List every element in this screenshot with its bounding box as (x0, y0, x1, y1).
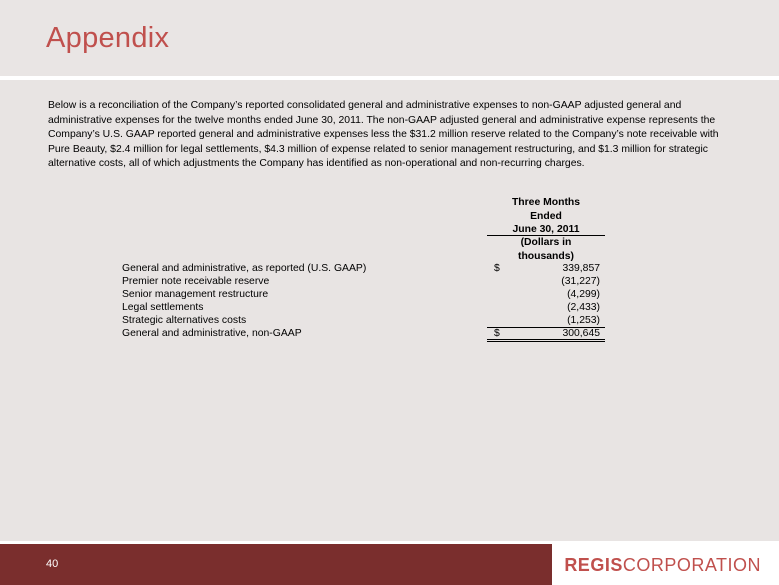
logo-word-regis: REGIS (564, 555, 623, 575)
row-amount: (2,433) (567, 302, 600, 313)
row-amount: 300,645 (562, 328, 600, 339)
row-label: General and administrative, as reported (U.S. GAAP) (122, 263, 367, 274)
intro-paragraph: Below is a reconciliation of the Company’s reported consolidated general and administrative expenses to non-GAAP adjusted general and administrative expenses for the twelve months ended June 30, 2011. The non-GAAP adjusted general and administrative expense represents the Company’s U.S. GAAP reported general and administrative expenses less the $31.2 million reserve related to the Company’s note receivable with Pure Beauty, $2.4 million for legal settlements, $4.3 million of expense related to senior management restructuring, and $1.3 million for strategic alternative costs, all of which adjustments the Company has identified as non-operational and non-recurring charges. (48, 100, 719, 169)
row-label: Legal settlements (122, 302, 204, 313)
column-units-line2: thousands) (518, 250, 574, 262)
table-row (0, 301, 779, 314)
column-units-line1: (Dollars in (520, 237, 572, 248)
page-title: Appendix (46, 22, 170, 54)
currency-symbol: $ (494, 328, 500, 339)
currency-symbol: $ (494, 263, 500, 274)
column-header (487, 196, 605, 237)
page-number: 40 (46, 558, 59, 570)
column-header-line1: Three Months (511, 197, 581, 208)
title-divider (0, 76, 779, 80)
column-header-line3: June 30, 2011 (512, 224, 580, 235)
row-amount: (4,299) (567, 289, 600, 300)
row-label: Premier note receivable reserve (122, 276, 270, 287)
table-row (0, 314, 779, 327)
row-amount: (31,227) (561, 276, 600, 287)
column-units (487, 236, 605, 263)
table-row-total (0, 327, 779, 340)
logo-word-corporation: CORPORATION (622, 555, 761, 575)
row-amount: (1,253) (567, 315, 600, 326)
row-amount: 339,857 (562, 263, 600, 274)
row-label: General and administrative, non-GAAP (122, 328, 302, 339)
table-row (0, 288, 779, 301)
table-row (0, 275, 779, 288)
table-row (0, 262, 779, 275)
total-double-rule-lower (487, 341, 605, 342)
row-label: Strategic alternatives costs (122, 315, 247, 326)
regis-corporation-logo (564, 555, 761, 575)
row-label: Senior management restructure (122, 289, 269, 300)
column-header-line2: Ended (530, 210, 562, 222)
total-double-rule-upper (487, 339, 605, 340)
